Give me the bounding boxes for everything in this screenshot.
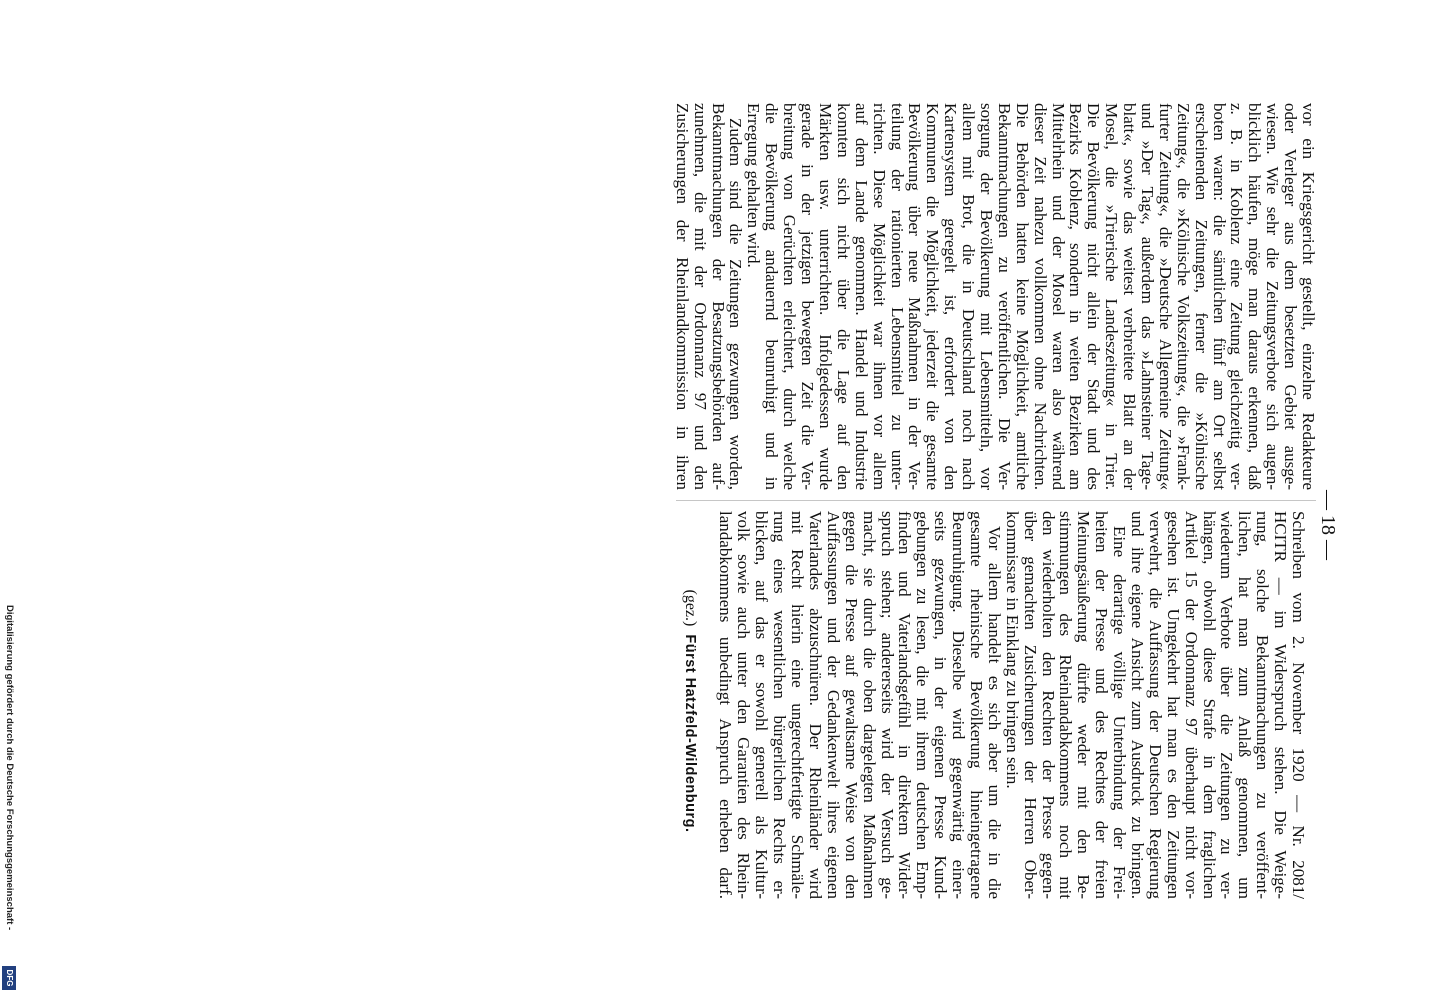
text-line: die Bevölkerung andauernd beunruhigt und in [762, 103, 782, 490]
left-column [673, 103, 1317, 490]
right-column [717, 511, 1307, 899]
text-line: Bevölkerung über neue Maßnahmen in der Ver- [905, 103, 925, 490]
text-line: Bekanntmachungen zu veröffentlichen. Die Ver- [994, 103, 1014, 490]
text-line: konnten sich nicht über die Lage auf den [833, 103, 853, 490]
text-line: stimmungen des Rheinlandabkommens noch mit [1056, 511, 1076, 899]
text-line: auf dem Lande genommen. Handel und Industrie [851, 103, 871, 490]
text-line: hängen, obwohl diese Strafe in dem fraglichen [1199, 511, 1219, 899]
text-line: seits gezwungen, in der eigenen Presse Kund- [931, 511, 951, 899]
text-line: kommissare in Einklang zu bringen sein. [1002, 511, 1022, 789]
text-line: oder Verleger aus dem besetzten Gebiet ausge- [1281, 103, 1301, 490]
text-line: Zeitung«, die »Kölnische Volkszeitung«, die »Frank- [1173, 103, 1193, 490]
text-line: heiten der Presse und des Rechtes der freien [1092, 511, 1112, 899]
text-line: rung, solche Bekanntmachungen zu veröffent- [1253, 511, 1273, 899]
page-number: — 18 — [1317, 490, 1339, 560]
text-line: lichen, hat man zum Anlaß genommen, um [1235, 511, 1255, 899]
text-line: dieser Zeit nahezu vollkommen ohne Nachrichten. [1030, 103, 1050, 490]
text-line: gebungen zu lesen, die mit ihrem deutschen Emp- [913, 511, 933, 899]
text-line: Eine derartige völlige Unterbindung der Frei- [1110, 526, 1130, 899]
text-line: HCITR — im Widerspruch stehen. Die Weige- [1271, 511, 1291, 899]
text-line: Artikel 15 der Ordonnanz 97 überhaupt nicht vor- [1181, 511, 1201, 899]
text-line: teilung der rationierten Lebensmittel zu unter- [887, 103, 907, 490]
text-line: boten waren: die sämtlichen fünf am Ort selbst [1209, 103, 1229, 490]
text-line: breitung von Gerüchten erleichtert, durch welche [780, 103, 800, 490]
text-line: verwehrt, die Auffassung der Deutschen Regierung [1145, 511, 1165, 899]
text-line: Kommunen die Möglichkeit, jederzeit die gesamte [923, 103, 943, 490]
text-line: Zusicherungen der Rheinlandkommission in ihren [672, 103, 692, 490]
text-line: Die Bevölkerung nicht allein der Stadt und des [1084, 103, 1104, 490]
text-line: Mosel, die »Trierische Landeszeitung« in Trier. [1102, 103, 1122, 490]
text-line: allem mit Brot, die in Deutschland noch nach [959, 103, 979, 490]
text-line: Vor allem handelt es sich aber um die in die [984, 526, 1004, 899]
signature-name: Fürst Hatzfeld-Wildenburg. [682, 634, 698, 833]
text-line: Bezirks Koblenz, sondern in weiten Bezirken am [1066, 103, 1086, 490]
text-line: finden und Vaterlandsgefühl in direktem Wider- [895, 511, 915, 899]
text-line: blicken, auf das er sowohl generell als Kultur- [752, 511, 772, 899]
text-line: erscheinenden Zeitungen, ferner die »Kölnische [1191, 103, 1211, 490]
text-line: macht, sie durch die oben dargelegten Maßnahmen [859, 511, 879, 899]
text-line: Kartensystem geregelt ist, erfordert von den [941, 103, 961, 490]
text-line: Märkten usw. unterrichten. Infolgedessen wurde [815, 103, 835, 490]
signature-prefix: (gez.) [682, 589, 699, 627]
text-line: gegen die Presse auf gewaltsame Weise von den [841, 511, 861, 899]
text-line: Auffassungen und der Gedankenwelt ihres eigenen [823, 511, 843, 899]
text-line: spruch stehen; andererseits wird der Versuch ge- [877, 511, 897, 899]
text-line: blatt«, sowie das weitest verbreitete Blatt an der [1120, 103, 1140, 490]
text-line: Vaterlandes abzuschnüren. Der Rheinländer wird [805, 511, 825, 899]
text-line: rung eines wesentlichen bürgerlichen Rechts er- [770, 511, 790, 899]
text-line: Die Behörden hatten keine Möglichkeit, amtliche [1012, 103, 1032, 490]
text-line: Beunruhigung. Dieselbe wird gegenwärtig einer- [949, 511, 969, 899]
text-line: Zudem sind die Zeitungen gezwungen worden, [726, 118, 746, 490]
funding-note: Digitalisierung gefördert durch die Deutsche Forschungsgemeinschaft - [4, 605, 15, 931]
text-line: und »Der Tag«, außerdem das »Lahnsteiner Tage- [1137, 103, 1157, 490]
column-rule [676, 500, 1316, 501]
text-line: vor ein Kriegsgericht gestellt, einzelne Redakteure [1299, 103, 1318, 490]
text-line: z. B. in Koblenz eine Zeitung gleichzeitig ver- [1227, 103, 1247, 490]
text-line: über gemachten Zusicherungen der Herren Ober- [1020, 511, 1040, 899]
text-line: mit Recht hierin eine ungerechtfertigte Schmäle- [788, 511, 808, 899]
text-line: Bekanntmachungen der Besatzungsbehörden auf- [708, 103, 728, 490]
text-line: blicklich häufen, möge man daraus erkennen, daß [1245, 103, 1265, 490]
text-line: gesehen ist. Umgekehrt hat man es den Zeitungen [1163, 511, 1183, 899]
text-line: gerade in der jetzigen bewegten Zeit die Ver- [798, 103, 818, 490]
text-line: Schreiben vom 2. November 1920 — Nr. 2081/ [1289, 511, 1308, 899]
text-line: Erregung gehalten wird. [744, 103, 764, 268]
text-line: Meinungsäußerung dürfte weder mit den Be- [1074, 511, 1094, 899]
text-line: und ihre eigene Ansicht zum Ausdruck zu bringen. [1127, 511, 1147, 899]
text-line: wiesen. Wie sehr die Zeitungsverbote sich augen- [1263, 103, 1283, 490]
text-line: gesamte rheinische Bevölkerung hineingetragene [966, 511, 986, 899]
text-line: wiederum Verbote über die Zeitungen zu ver- [1217, 511, 1237, 899]
text-line: landabkommens unbedingt Anspruch erheben darf. [716, 511, 736, 899]
text-line: zunehmen, die mit der Ordonnanz 97 und den [690, 103, 710, 490]
text-line: furter Zeitung«, die »Deutsche Allgemeine Zeitung« [1155, 103, 1175, 490]
text-line: richten. Diese Möglichkeit war ihnen vor allem [869, 103, 889, 490]
text-line: sorgung der Bevölkerung mit Lebensmitteln, vor [976, 103, 996, 490]
signature [681, 517, 699, 905]
text-line: den wiederholten den Rechten der Presse gegen- [1038, 511, 1058, 899]
text-line: volk sowie auch unter den Garantien des Rhein- [734, 511, 754, 899]
dfg-logo: DFG [2, 966, 16, 990]
text-line: Mittelrhein und der Mosel waren also während [1048, 103, 1068, 490]
